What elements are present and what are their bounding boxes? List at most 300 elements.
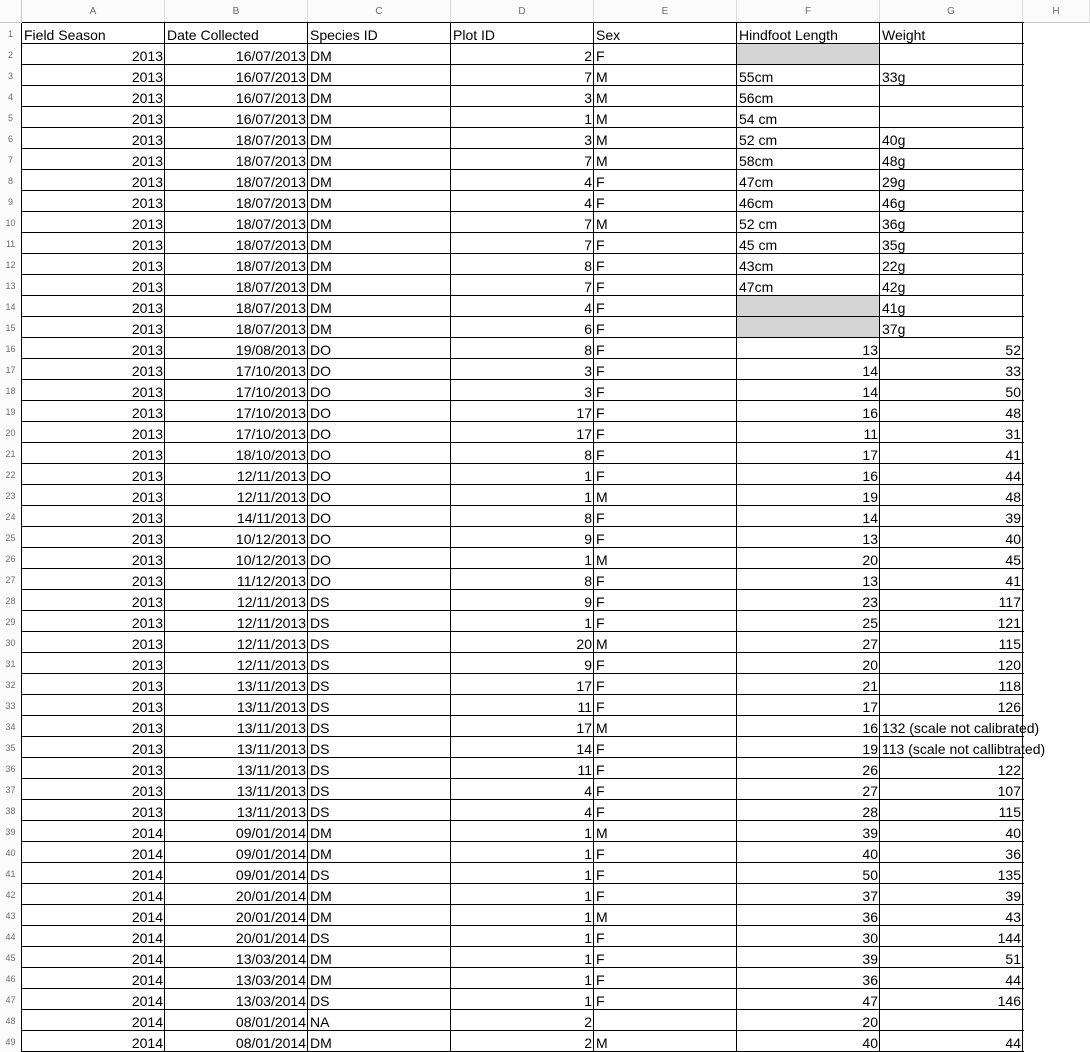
- cell[interactable]: DS: [310, 783, 330, 799]
- row-header[interactable]: 32: [0, 674, 22, 695]
- cell[interactable]: M: [596, 69, 608, 85]
- cell[interactable]: 14/11/2013: [236, 510, 306, 526]
- cell[interactable]: DS: [310, 594, 330, 610]
- cell[interactable]: 16/07/2013: [235, 69, 306, 85]
- cell[interactable]: Sex: [596, 27, 621, 43]
- cell[interactable]: 1: [584, 888, 592, 904]
- column-header-e[interactable]: E: [594, 0, 737, 23]
- cell[interactable]: 2014: [131, 867, 163, 883]
- cell[interactable]: Date Collected: [167, 27, 259, 43]
- cell[interactable]: 13/11/2013: [236, 678, 306, 694]
- cell[interactable]: 13/11/2013: [236, 720, 306, 736]
- cell[interactable]: 3: [584, 363, 592, 379]
- cell[interactable]: 12/11/2013: [236, 594, 306, 610]
- cell[interactable]: 17/10/2013: [235, 384, 306, 400]
- cell[interactable]: DM: [310, 90, 332, 106]
- cell[interactable]: 2013: [131, 447, 163, 463]
- cell[interactable]: 2013: [131, 615, 163, 631]
- cell[interactable]: 19: [862, 489, 878, 505]
- cell[interactable]: 132 (scale not calibrated): [882, 720, 1040, 736]
- cell[interactable]: 55cm: [739, 69, 774, 85]
- cell[interactable]: 22g: [882, 258, 906, 274]
- cell[interactable]: 18/07/2013: [235, 258, 306, 274]
- cell[interactable]: DO: [310, 384, 331, 400]
- cell[interactable]: 16: [862, 468, 878, 484]
- cell[interactable]: 33: [1005, 363, 1021, 379]
- cell[interactable]: 2: [584, 1035, 592, 1051]
- row-header[interactable]: 2: [0, 44, 22, 65]
- cell[interactable]: 13: [862, 531, 878, 547]
- row-header[interactable]: 8: [0, 170, 22, 191]
- cell[interactable]: 18/07/2013: [235, 216, 306, 232]
- cell[interactable]: DO: [310, 405, 331, 421]
- cell[interactable]: 16: [862, 405, 878, 421]
- row-header[interactable]: 40: [0, 842, 22, 863]
- cell[interactable]: 2013: [131, 468, 163, 484]
- cell[interactable]: 17: [576, 720, 592, 736]
- cell[interactable]: 42g: [882, 279, 906, 295]
- cell[interactable]: 2014: [131, 993, 163, 1009]
- cell[interactable]: 20/01/2014: [235, 888, 306, 904]
- cell[interactable]: M: [596, 132, 608, 148]
- cell[interactable]: 12/11/2013: [236, 489, 306, 505]
- cell[interactable]: DS: [310, 867, 330, 883]
- cell[interactable]: 2013: [131, 762, 163, 778]
- cell[interactable]: 08/01/2014: [235, 1035, 306, 1051]
- row-header[interactable]: 27: [0, 569, 22, 590]
- cell[interactable]: 8: [584, 447, 592, 463]
- row-header[interactable]: 35: [0, 737, 22, 758]
- cell[interactable]: 2013: [131, 363, 163, 379]
- cell[interactable]: 37: [862, 888, 878, 904]
- cell[interactable]: 11: [577, 699, 592, 715]
- cell[interactable]: F: [596, 615, 605, 631]
- cell[interactable]: DS: [310, 741, 330, 757]
- cell[interactable]: Plot ID: [453, 27, 496, 43]
- cell[interactable]: 13: [862, 342, 878, 358]
- cell[interactable]: 13/03/2014: [235, 951, 306, 967]
- cell[interactable]: DO: [310, 468, 331, 484]
- cell[interactable]: F: [596, 867, 605, 883]
- cell[interactable]: 14: [576, 741, 592, 757]
- cell[interactable]: 2013: [131, 531, 163, 547]
- cell[interactable]: 4: [584, 783, 592, 799]
- row-header[interactable]: 18: [0, 380, 22, 401]
- cell[interactable]: F: [596, 258, 605, 274]
- cell[interactable]: 8: [584, 258, 592, 274]
- cell[interactable]: DS: [310, 930, 330, 946]
- cell[interactable]: 3: [584, 384, 592, 400]
- cell[interactable]: 09/01/2014: [235, 825, 306, 841]
- cell[interactable]: 126: [997, 699, 1021, 715]
- cell[interactable]: 18/07/2013: [235, 195, 306, 211]
- cell[interactable]: F: [596, 678, 605, 694]
- cell[interactable]: F: [596, 804, 605, 820]
- cell[interactable]: 10/12/2013: [235, 552, 306, 568]
- row-header[interactable]: 42: [0, 884, 22, 905]
- row-header[interactable]: 14: [0, 296, 22, 317]
- cell[interactable]: 2014: [131, 930, 163, 946]
- select-all-corner[interactable]: [0, 0, 22, 23]
- cell[interactable]: 20/01/2014: [235, 909, 306, 925]
- cell[interactable]: 18/07/2013: [235, 300, 306, 316]
- row-header[interactable]: 28: [0, 590, 22, 611]
- row-header[interactable]: 41: [0, 863, 22, 884]
- cell[interactable]: 12/11/2013: [236, 615, 306, 631]
- cell[interactable]: 2013: [131, 552, 163, 568]
- cell[interactable]: F: [596, 972, 605, 988]
- row-header[interactable]: 10: [0, 212, 22, 233]
- cell[interactable]: 16/07/2013: [235, 48, 306, 64]
- cell[interactable]: 47cm: [739, 279, 774, 295]
- cell[interactable]: 2013: [131, 678, 163, 694]
- cell[interactable]: 28: [862, 804, 878, 820]
- row-header[interactable]: 25: [0, 527, 22, 548]
- cell[interactable]: 9: [584, 657, 592, 673]
- cell[interactable]: F: [596, 447, 605, 463]
- cell[interactable]: DO: [310, 531, 331, 547]
- row-header[interactable]: 46: [0, 968, 22, 989]
- row-header[interactable]: 26: [0, 548, 22, 569]
- cell[interactable]: 2013: [131, 342, 163, 358]
- row-header[interactable]: 23: [0, 485, 22, 506]
- cell[interactable]: 9: [584, 594, 592, 610]
- cell[interactable]: 45 cm: [739, 237, 778, 253]
- cell[interactable]: 2013: [131, 573, 163, 589]
- cell[interactable]: 18/07/2013: [235, 153, 306, 169]
- row-header[interactable]: 30: [0, 632, 22, 653]
- cell[interactable]: F: [596, 951, 605, 967]
- row-header[interactable]: 7: [0, 149, 22, 170]
- cell[interactable]: DM: [310, 825, 332, 841]
- row-header[interactable]: 12: [0, 254, 22, 275]
- cell[interactable]: F: [596, 699, 605, 715]
- cell[interactable]: 7: [584, 216, 592, 232]
- cell[interactable]: 39: [862, 825, 878, 841]
- cell[interactable]: 1: [584, 615, 592, 631]
- cell[interactable]: DS: [310, 678, 330, 694]
- cell[interactable]: DM: [310, 195, 332, 211]
- row-header[interactable]: 20: [0, 422, 22, 443]
- cell[interactable]: F: [596, 762, 605, 778]
- row-header[interactable]: 5: [0, 107, 22, 128]
- cell[interactable]: F: [596, 300, 605, 316]
- cell[interactable]: 2013: [131, 489, 163, 505]
- cell[interactable]: 45: [1005, 552, 1021, 568]
- cell[interactable]: DO: [310, 426, 331, 442]
- cell[interactable]: 2013: [131, 258, 163, 274]
- cell[interactable]: DM: [310, 216, 332, 232]
- cell[interactable]: 56cm: [739, 90, 774, 106]
- cell[interactable]: 4: [584, 300, 592, 316]
- cell[interactable]: F: [596, 594, 605, 610]
- cell[interactable]: 18/07/2013: [235, 174, 306, 190]
- cell[interactable]: 10/12/2013: [235, 531, 306, 547]
- cell[interactable]: 11: [577, 762, 592, 778]
- cell[interactable]: 48: [1005, 489, 1021, 505]
- cell[interactable]: 2013: [131, 384, 163, 400]
- cell[interactable]: 09/01/2014: [235, 846, 306, 862]
- cell[interactable]: 7: [584, 153, 592, 169]
- cell[interactable]: DM: [310, 909, 332, 925]
- cell[interactable]: DM: [310, 972, 332, 988]
- cell[interactable]: 2013: [131, 48, 163, 64]
- cell[interactable]: 17/10/2013: [235, 426, 306, 442]
- cell[interactable]: 118: [998, 678, 1021, 694]
- row-header[interactable]: 39: [0, 821, 22, 842]
- cell[interactable]: DM: [310, 111, 332, 127]
- row-header[interactable]: 44: [0, 926, 22, 947]
- cell[interactable]: M: [596, 111, 608, 127]
- column-header-b[interactable]: B: [165, 0, 308, 23]
- cell[interactable]: 17: [576, 426, 592, 442]
- cell[interactable]: 1: [584, 993, 592, 1009]
- column-header-a[interactable]: A: [22, 0, 165, 23]
- row-header[interactable]: 24: [0, 506, 22, 527]
- row-header[interactable]: 48: [0, 1010, 22, 1031]
- cell[interactable]: 1: [584, 552, 592, 568]
- cell[interactable]: Weight: [882, 27, 926, 43]
- cell[interactable]: 13/03/2014: [235, 972, 306, 988]
- cell[interactable]: 19: [862, 741, 878, 757]
- cell[interactable]: 40g: [882, 132, 906, 148]
- cell[interactable]: 36: [862, 909, 878, 925]
- cell[interactable]: 47: [862, 993, 878, 1009]
- cell[interactable]: 4: [584, 804, 592, 820]
- cell[interactable]: 2013: [131, 657, 163, 673]
- cell[interactable]: DM: [310, 174, 332, 190]
- row-header[interactable]: 36: [0, 758, 22, 779]
- cell[interactable]: DO: [310, 363, 331, 379]
- cell[interactable]: DM: [310, 300, 332, 316]
- cell[interactable]: M: [596, 216, 608, 232]
- cell[interactable]: 2013: [131, 699, 163, 715]
- cell[interactable]: 121: [997, 615, 1021, 631]
- cell[interactable]: 2013: [131, 90, 163, 106]
- cell[interactable]: Field Season: [24, 27, 106, 43]
- cell[interactable]: M: [596, 153, 608, 169]
- cell[interactable]: 52: [1005, 342, 1021, 358]
- cell[interactable]: DM: [310, 48, 332, 64]
- cell[interactable]: 1: [584, 867, 592, 883]
- cell[interactable]: 3: [584, 90, 592, 106]
- cell[interactable]: 25: [862, 615, 878, 631]
- cell[interactable]: F: [596, 426, 605, 442]
- cell[interactable]: 13/11/2013: [236, 741, 306, 757]
- cell[interactable]: 1: [584, 489, 592, 505]
- cell[interactable]: 2013: [131, 783, 163, 799]
- cell[interactable]: F: [596, 930, 605, 946]
- cell[interactable]: M: [596, 1035, 608, 1051]
- cell[interactable]: 09/01/2014: [235, 867, 306, 883]
- cell[interactable]: F: [596, 237, 605, 253]
- cell[interactable]: DS: [310, 636, 330, 652]
- cell[interactable]: 43cm: [739, 258, 774, 274]
- cell[interactable]: F: [596, 384, 605, 400]
- cell[interactable]: 44: [1005, 1035, 1021, 1051]
- cell[interactable]: 12/11/2013: [236, 657, 306, 673]
- cell[interactable]: 36: [1005, 846, 1021, 862]
- cell[interactable]: 1: [584, 972, 592, 988]
- cell[interactable]: F: [596, 741, 605, 757]
- row-header[interactable]: 34: [0, 716, 22, 737]
- cell[interactable]: 44: [1005, 468, 1021, 484]
- row-header[interactable]: 21: [0, 443, 22, 464]
- cell[interactable]: DO: [310, 489, 331, 505]
- cell[interactable]: 2013: [131, 300, 163, 316]
- cell[interactable]: 2013: [131, 69, 163, 85]
- cell[interactable]: 2013: [131, 720, 163, 736]
- row-header[interactable]: 17: [0, 359, 22, 380]
- cell[interactable]: F: [596, 279, 605, 295]
- cell[interactable]: 44: [1005, 972, 1021, 988]
- cell[interactable]: 1: [584, 846, 592, 862]
- cell[interactable]: F: [596, 174, 605, 190]
- cell[interactable]: 2013: [131, 594, 163, 610]
- cell[interactable]: 1: [584, 468, 592, 484]
- cell[interactable]: 16: [862, 720, 878, 736]
- column-header-c[interactable]: C: [308, 0, 451, 23]
- cell[interactable]: 13/03/2014: [235, 993, 306, 1009]
- row-header[interactable]: 29: [0, 611, 22, 632]
- cell[interactable]: NA: [310, 1014, 330, 1030]
- cell[interactable]: DO: [310, 342, 331, 358]
- cell[interactable]: 1: [584, 930, 592, 946]
- cell[interactable]: DM: [310, 237, 332, 253]
- cell[interactable]: 58cm: [739, 153, 774, 169]
- cell[interactable]: 46g: [882, 195, 906, 211]
- cell[interactable]: 2014: [131, 909, 163, 925]
- cell[interactable]: F: [596, 531, 605, 547]
- cell[interactable]: 46cm: [739, 195, 774, 211]
- cell[interactable]: 21: [862, 678, 878, 694]
- cell[interactable]: 8: [584, 510, 592, 526]
- cell[interactable]: 39: [1005, 510, 1021, 526]
- cell[interactable]: 51: [1005, 951, 1021, 967]
- cell[interactable]: 2013: [131, 321, 163, 337]
- row-header[interactable]: 47: [0, 989, 22, 1010]
- cell[interactable]: 1: [584, 111, 592, 127]
- cell[interactable]: 35g: [882, 237, 906, 253]
- row-header[interactable]: 3: [0, 65, 22, 86]
- cell[interactable]: 2013: [131, 279, 163, 295]
- cell[interactable]: 2014: [131, 1035, 163, 1051]
- cell[interactable]: 8: [584, 573, 592, 589]
- cell[interactable]: DM: [310, 1035, 332, 1051]
- cell[interactable]: 2013: [131, 426, 163, 442]
- cell[interactable]: 47cm: [739, 174, 774, 190]
- cell[interactable]: 23: [862, 594, 878, 610]
- cell[interactable]: 8: [584, 342, 592, 358]
- cell[interactable]: 40: [1005, 825, 1021, 841]
- cell[interactable]: 146: [997, 993, 1021, 1009]
- cell[interactable]: 1: [584, 909, 592, 925]
- cell[interactable]: 18/07/2013: [235, 279, 306, 295]
- cell[interactable]: 13/11/2013: [236, 783, 306, 799]
- column-header-g[interactable]: G: [880, 0, 1023, 23]
- cell[interactable]: 36: [862, 972, 878, 988]
- cell[interactable]: 9: [584, 531, 592, 547]
- cell[interactable]: 107: [997, 783, 1021, 799]
- row-header[interactable]: 1: [0, 23, 22, 44]
- cell[interactable]: DM: [310, 258, 332, 274]
- cell[interactable]: F: [596, 342, 605, 358]
- row-header[interactable]: 13: [0, 275, 22, 296]
- cell[interactable]: 16/07/2013: [235, 111, 306, 127]
- cell[interactable]: 7: [584, 237, 592, 253]
- cell[interactable]: 20/01/2014: [235, 930, 306, 946]
- cell[interactable]: M: [596, 636, 608, 652]
- cell[interactable]: Hindfoot Length: [739, 27, 838, 43]
- cell[interactable]: 12/11/2013: [236, 636, 306, 652]
- cell[interactable]: Species ID: [310, 27, 378, 43]
- cell[interactable]: 113 (scale not callibtrated): [882, 741, 1046, 757]
- cell[interactable]: 12/11/2013: [236, 468, 306, 484]
- cell[interactable]: 2013: [131, 195, 163, 211]
- cell[interactable]: 18/07/2013: [235, 237, 306, 253]
- cell[interactable]: F: [596, 363, 605, 379]
- cell[interactable]: 2013: [131, 111, 163, 127]
- cell[interactable]: M: [596, 825, 608, 841]
- cell[interactable]: 2013: [131, 804, 163, 820]
- cell[interactable]: 14: [862, 510, 878, 526]
- cell[interactable]: 2014: [131, 846, 163, 862]
- cell[interactable]: F: [596, 888, 605, 904]
- cell[interactable]: DO: [310, 552, 331, 568]
- row-header[interactable]: 11: [0, 233, 22, 254]
- cell[interactable]: 41g: [882, 300, 906, 316]
- cell[interactable]: 6: [584, 321, 592, 337]
- cell[interactable]: 40: [862, 1035, 878, 1051]
- cell[interactable]: 7: [584, 279, 592, 295]
- cell[interactable]: 13/11/2013: [236, 699, 306, 715]
- cell[interactable]: DO: [310, 573, 331, 589]
- cell[interactable]: 54 cm: [739, 111, 778, 127]
- cell[interactable]: 39: [1005, 888, 1021, 904]
- cell[interactable]: DO: [310, 510, 331, 526]
- cell[interactable]: 135: [997, 867, 1021, 883]
- cell[interactable]: M: [596, 489, 608, 505]
- cell[interactable]: 14: [862, 384, 878, 400]
- cell[interactable]: DS: [310, 720, 330, 736]
- cell[interactable]: 4: [584, 174, 592, 190]
- cell[interactable]: 2: [584, 1014, 592, 1030]
- cell[interactable]: 117: [998, 594, 1021, 610]
- cell[interactable]: 2013: [131, 174, 163, 190]
- cell[interactable]: 1: [584, 951, 592, 967]
- row-header[interactable]: 4: [0, 86, 22, 107]
- cell[interactable]: M: [596, 720, 608, 736]
- cell[interactable]: 18/07/2013: [235, 321, 306, 337]
- cell[interactable]: 43: [1005, 909, 1021, 925]
- cell[interactable]: DS: [310, 615, 330, 631]
- cell[interactable]: 52 cm: [739, 216, 778, 232]
- cell[interactable]: 18/07/2013: [235, 132, 306, 148]
- cell[interactable]: 40: [1005, 531, 1021, 547]
- cell[interactable]: 20: [576, 636, 592, 652]
- cell[interactable]: 2014: [131, 951, 163, 967]
- cell[interactable]: 40: [862, 846, 878, 862]
- cell[interactable]: DO: [310, 447, 331, 463]
- cell[interactable]: 2013: [131, 132, 163, 148]
- cell[interactable]: F: [596, 321, 605, 337]
- column-header-f[interactable]: F: [737, 0, 880, 23]
- cell[interactable]: F: [596, 510, 605, 526]
- cell[interactable]: 13/11/2013: [236, 762, 306, 778]
- row-header[interactable]: 31: [0, 653, 22, 674]
- row-header[interactable]: 15: [0, 317, 22, 338]
- cell[interactable]: F: [596, 48, 605, 64]
